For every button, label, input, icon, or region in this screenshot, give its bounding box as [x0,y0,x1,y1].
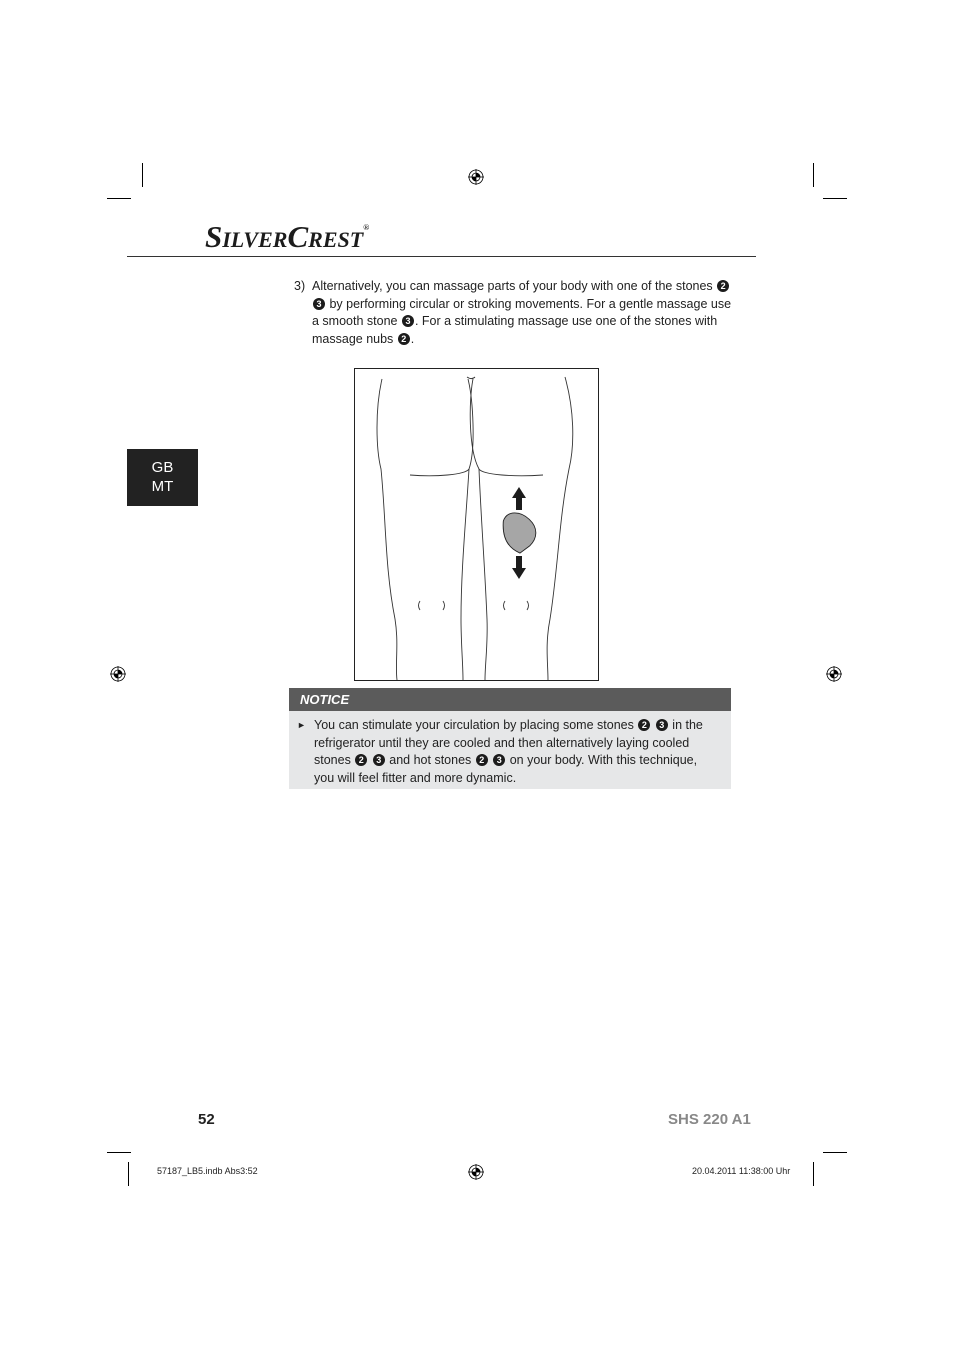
crop-mark [813,163,814,187]
crop-mark [107,1152,131,1153]
registration-mark-icon [110,666,126,682]
stone-ref-badge: 3 [402,315,414,327]
text-segment: Alternatively, you can massage parts of your body with one of the stones [312,279,717,293]
crop-mark [823,1152,847,1153]
stone-ref-badge: 2 [717,280,729,292]
stone-ref-badge: 2 [355,754,367,766]
registered-mark: ® [363,223,370,232]
slug-file: 57187_LB5.indb Abs3:52 [157,1166,258,1176]
brand-letters: ILVER [222,227,288,252]
notice-body [289,711,731,789]
text-segment: You can stimulate your circulation by placing some stones [314,718,638,732]
language-code: MT [151,478,174,495]
crop-mark [813,1162,814,1186]
language-tab [127,449,198,506]
stone-ref-badge: 2 [476,754,488,766]
crop-mark [142,163,143,187]
step-text [312,278,734,348]
crop-mark [107,198,131,199]
crop-mark [128,1162,129,1186]
notice-title: NOTICE [289,688,731,711]
bullet-arrow-icon: ► [297,720,306,730]
stone-ref-badge: 3 [493,754,505,766]
crop-mark [823,198,847,199]
text-segment: and hot stones [385,753,475,767]
slug-timestamp: 20.04.2011 11:38:00 Uhr [692,1166,791,1176]
text-segment: . For a stimulating massage use one of the stones with massage nubs [312,314,718,346]
model-number: SHS 220 A1 [668,1111,751,1128]
registration-mark-icon [468,1164,484,1180]
brand-letter: S [205,219,223,254]
brand-logo [205,219,369,255]
step-number: 3) [294,279,306,293]
text-segment: in the refrigerator until they are cooled and then alternatively laying cooled stones [314,718,703,767]
stone-ref-badge: 3 [313,298,325,310]
text-segment: by performing circular or stroking movements. For a gentle massage use a smooth stone [312,296,732,328]
instruction-step [294,278,734,348]
stone-ref-badge: 3 [656,719,668,731]
legs-drawing [355,369,598,680]
stone-ref-badge: 2 [638,719,650,731]
stone-ref-badge: 2 [398,333,410,345]
language-code: GB [151,459,174,476]
text-segment: . [410,331,415,346]
registration-mark-icon [826,666,842,682]
stone-ref-badge: 3 [373,754,385,766]
registration-mark-icon [468,169,484,185]
text-segment: on your body. With this technique, you will feel fitter and more dynamic. [314,753,698,785]
brand-letters: REST [308,227,364,252]
massage-illustration [354,368,599,681]
brand-letter: C [287,219,309,254]
header-rule [127,256,756,257]
page-number: 52 [198,1111,215,1128]
